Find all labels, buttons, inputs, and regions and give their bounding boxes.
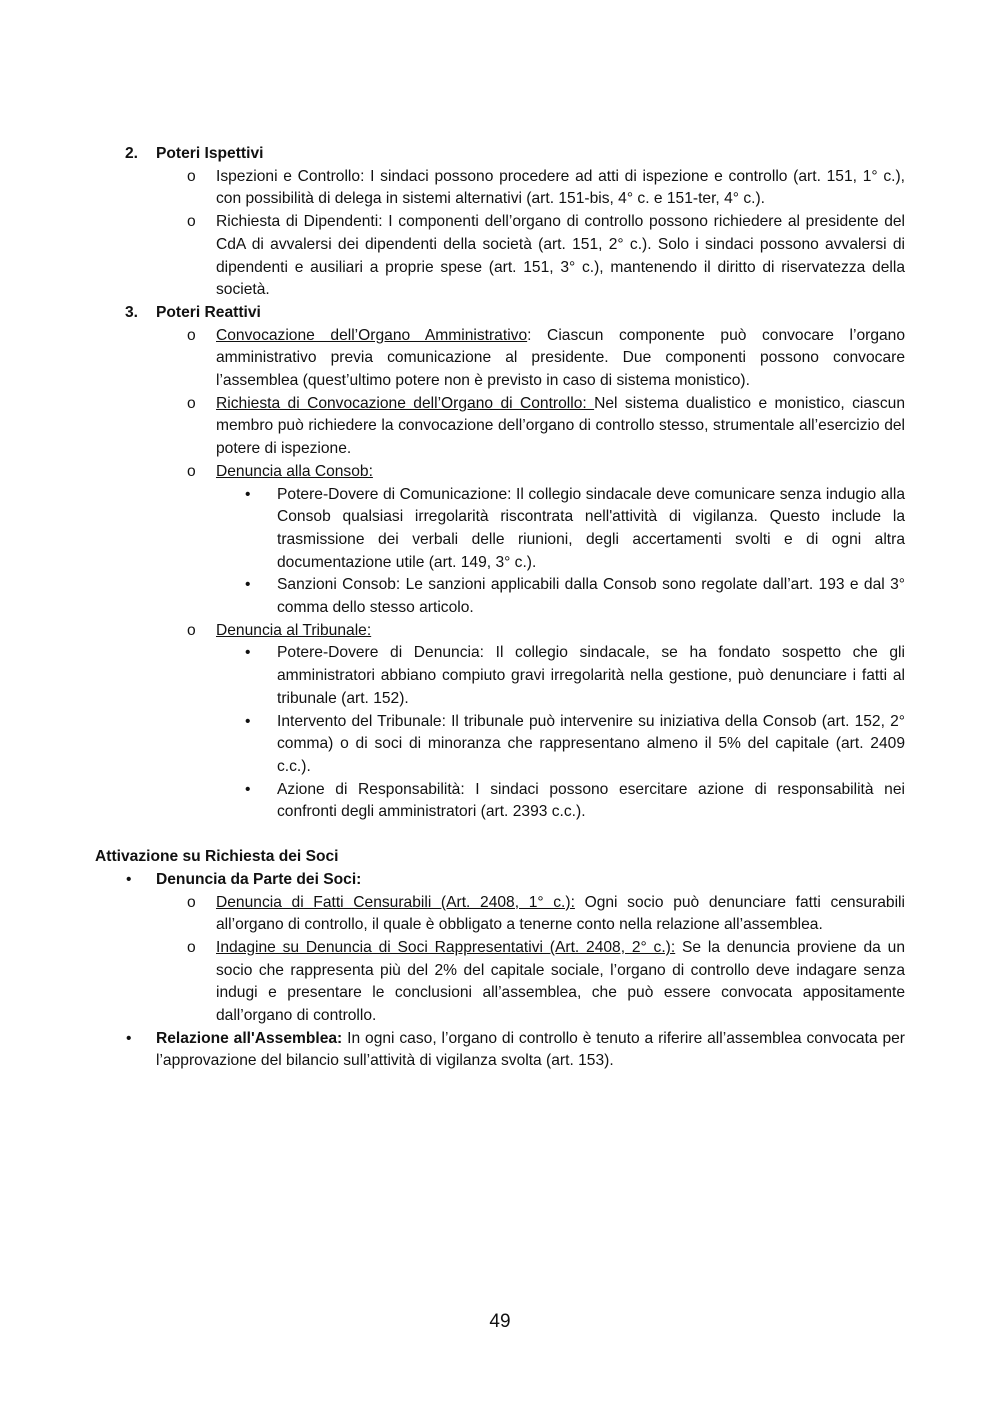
section-poteri-reattivi	[95, 302, 905, 824]
bullet-marker: •	[245, 780, 251, 798]
item-text: Ispezioni e Controllo: I sindaci possono procedere ad atti di ispezione e controllo (art. 151, 1° c.), con possibilità di delega in sistemi alternativi (art. 151-bis, 4° c. e 151-ter, 4° c.).	[216, 167, 905, 208]
list-marker: o	[187, 394, 196, 412]
item-text: : Ciascun componente può convocare l’organo amministrativo previa comunicazione al presidente. Due componenti possono convocare l’assemblea (quest’ultimo potere non è previsto in caso di sistema monistico).	[216, 326, 906, 390]
bullet-label: Relazione all'Assemblea:	[156, 1029, 343, 1047]
item-text: Richiesta di Dipendenti: I componenti dell’organo di controllo possono richiedere al presidente del CdA di avvalersi dei dipendenti della società (art. 151, 2° c.). Solo i sindaci possono avvalersi di dipendenti e ausiliari a proprie spese (art. 151, 3° c.), mantenendo il diritto di riservatezza della società.	[216, 213, 905, 299]
bullet-marker: •	[245, 644, 251, 662]
list-marker: o	[187, 326, 196, 344]
item-label: Denuncia alla Consob:	[216, 462, 373, 480]
denuncia-soci-block	[95, 869, 905, 1028]
list-marker: o	[187, 462, 196, 480]
page-number: 49	[489, 1311, 511, 1332]
list-item	[95, 461, 905, 620]
bullet-marker: •	[126, 870, 132, 888]
section-heading: Poteri Ispettivi	[156, 145, 264, 162]
sub-item-text: Potere-Dovere di Denuncia: Il collegio sindacale, se ha fondato sospetto che gli amministratori abbiano compiuto gravi irregolarità nella gestione, può denunciare i fatti al tribunale (art. 152).	[277, 644, 905, 707]
item-label: Denuncia di Fatti Censurabili (Art. 2408, 1° c.):	[216, 893, 575, 911]
item-label: Convocazione dell’Organo Amministrativo	[216, 326, 528, 344]
relazione-assemblea-block	[95, 1028, 905, 1073]
sub-list-item	[95, 711, 905, 779]
list-item	[95, 937, 905, 1028]
section-number: 2.	[125, 145, 139, 162]
item-label: Indagine su Denuncia di Soci Rappresentativi (Art. 2408, 2° c.):	[216, 938, 676, 956]
sub-item-text: Potere-Dovere di Comunicazione: Il collegio sindacale deve comunicare senza indugio alla Consob qualsiasi irregolarità riscontrata nell'attività di vigilanza. Questo include la trasmissione dei verbali delle riunioni, degli accertamenti svolti e di ogni altra documentazione utile (art. 149, 3° c.).	[277, 485, 905, 571]
section-poteri-ispettivi	[95, 143, 905, 302]
list-item	[95, 325, 905, 393]
section-number: 3.	[125, 303, 139, 321]
bullet-marker: •	[126, 1029, 132, 1047]
sub-list-item	[95, 779, 905, 824]
list-item	[95, 892, 905, 937]
item-text: Se la denuncia proviene da un socio che rappresenta più del 2% del capitale sociale, l’organo di controllo deve indagare senza indugi e presentare le conclusioni all’assemblea, che può essere convocata appositamente dall’organo di controllo.	[216, 938, 905, 1025]
activation-heading: Attivazione su Richiesta dei Soci	[95, 848, 339, 866]
bullet-text: In ogni caso, l’organo di controllo è tenuto a riferire all’assemblea convocata per l’approvazione del bilancio sull’attività di vigilanza svolta (art. 153).	[156, 1029, 905, 1070]
sub-item-text: Azione di Responsabilità: I sindaci possono esercitare azione di responsabilità nei confronti degli amministratori (art. 2393 c.c.).	[277, 780, 905, 821]
list-marker: o	[187, 213, 196, 231]
sub-list-item	[95, 574, 905, 619]
sub-item-text: Sanzioni Consob: Le sanzioni applicabili dalla Consob sono regolate dall’art. 193 e dal 3° comma dello stesso articolo.	[277, 576, 905, 617]
list-item	[95, 620, 905, 824]
list-item	[95, 211, 905, 302]
sub-list-item	[95, 484, 905, 575]
item-text: Nel sistema dualistico e monistico, ciascun membro può richiedere la convocazione dell’organo di controllo stesso, strumentale all’esercizio del potere di ispezione.	[216, 394, 905, 458]
list-marker: o	[187, 938, 196, 956]
bullet-marker: •	[245, 712, 251, 730]
bullet-marker: •	[245, 576, 251, 594]
item-text: Ogni socio può denunciare fatti censurabili all’organo di controllo, il quale è obbligato a tenerne conto nella relazione all’assemblea.	[216, 893, 905, 934]
section-heading: Poteri Reattivi	[156, 303, 261, 321]
list-marker: o	[187, 621, 196, 639]
list-item	[95, 166, 905, 211]
list-marker: o	[187, 893, 196, 911]
page-content	[95, 143, 905, 1073]
item-label: Richiesta di Convocazione dell’Organo di Controllo:	[216, 394, 595, 412]
list-item	[95, 393, 905, 461]
sub-item-text: Intervento del Tribunale: Il tribunale può intervenire su iniziativa della Consob (art. 152, 2° comma) o di soci di minoranza che rappresentano almeno il 5% del capitale (art. 2409 c.c.).	[277, 712, 905, 775]
list-marker: o	[187, 167, 196, 185]
sub-list-item	[95, 642, 905, 710]
bullet-marker: •	[245, 485, 251, 503]
bullet-heading: Denuncia da Parte dei Soci:	[156, 870, 362, 888]
item-label: Denuncia al Tribunale:	[216, 621, 372, 639]
